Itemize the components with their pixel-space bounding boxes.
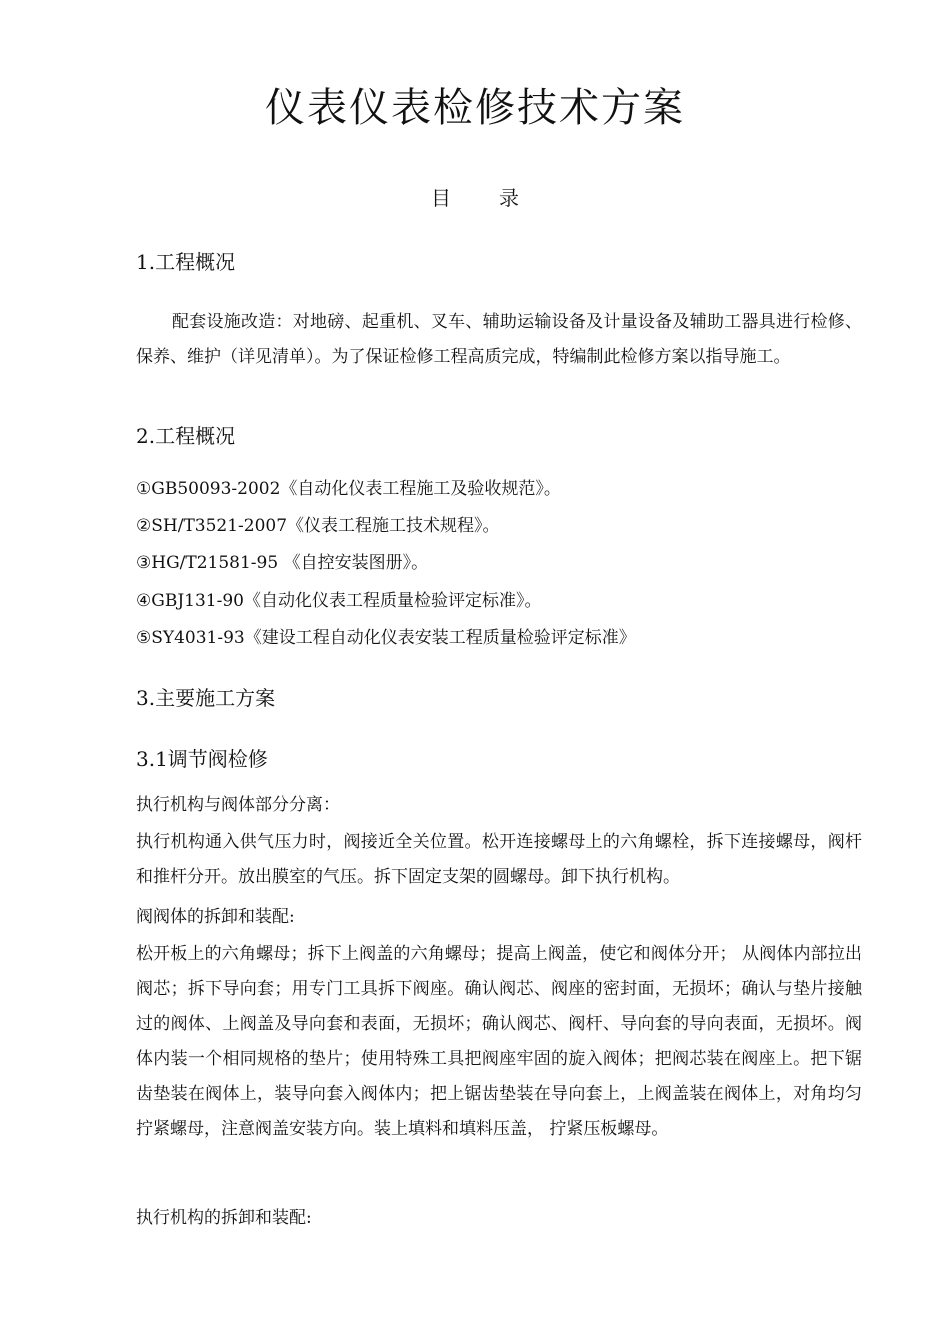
subsection-actuator-assembly: 执行机构的拆卸和装配:	[136, 1208, 312, 1228]
valve-body-paragraph: 松开板上的六角螺母；拆下上阀盖的六角螺母；提高上阀盖，使它和阀体分开； 从阀体内部拉出阀芯；拆下导向套；用专门工具拆下阀座。确认阀芯、阀座的密封面，无损坏；确认与垫片接触过的阀体、上阀盖及导向套和表面，无损坏；确认阀芯、阀杆、导向套的导向表面，无损坏。阀体内装一个相同规格的垫片；使用特殊工具把阀座牢固的旋入阀体；把阀芯装在阀座上。把下锯齿垫装在阀体上，装导向套入阀体内；把上锯齿垫装在导向套上，上阀盖装在阀体上，对角均匀拧紧螺母，注意阀盖安装方向。装上填料和填料压盖， 拧紧压板螺母。	[136, 944, 862, 1139]
subsection-valve-body: 阀阀体的拆卸和装配:	[136, 907, 295, 927]
section-1-paragraph: 配套设施改造：对地磅、起重机、叉车、辅助运输设备及计量设备及辅助工器具进行检修、保养、维护（详见清单）。为了保证检修工程高质完成，特编制此检修方案以指导施工。	[136, 312, 862, 367]
section-1-heading: 1.工程概况	[136, 250, 236, 274]
toc-char-1: 目	[431, 186, 451, 210]
document-title: 仪表仪表检修技术方案	[265, 85, 685, 131]
standard-item-2: ②SH/T3521-2007《仪表工程施工技术规程》。	[136, 516, 500, 536]
section-3-heading: 3.主要施工方案	[136, 686, 276, 710]
subsection-actuator-separation: 执行机构与阀体部分分离：	[136, 795, 340, 815]
actuator-separation-paragraph: 执行机构通入供气压力时，阀接近全关位置。松开连接螺母上的六角螺栓，拆下连接螺母，阀杆和推杆分开。放出膜室的气压。拆下固定支架的圆螺母。卸下执行机构。	[136, 832, 862, 887]
standard-item-5: ⑤SY4031-93《建设工程自动化仪表安装工程质量检验评定标准》	[136, 628, 636, 648]
standard-item-1: ①GB50093-2002《自动化仪表工程施工及验收规范》。	[136, 479, 561, 499]
section-3-1-heading: 3.1调节阀检修	[136, 747, 268, 771]
table-of-contents-heading	[0, 184, 950, 212]
standard-item-4: ④GBJ131-90《自动化仪表工程质量检验评定标准》。	[136, 591, 542, 611]
toc-char-2: 录	[499, 186, 519, 210]
section-2-heading: 2.工程概况	[136, 424, 236, 448]
standard-item-3: ③HG/T21581-95 《自控安装图册》。	[136, 553, 429, 573]
